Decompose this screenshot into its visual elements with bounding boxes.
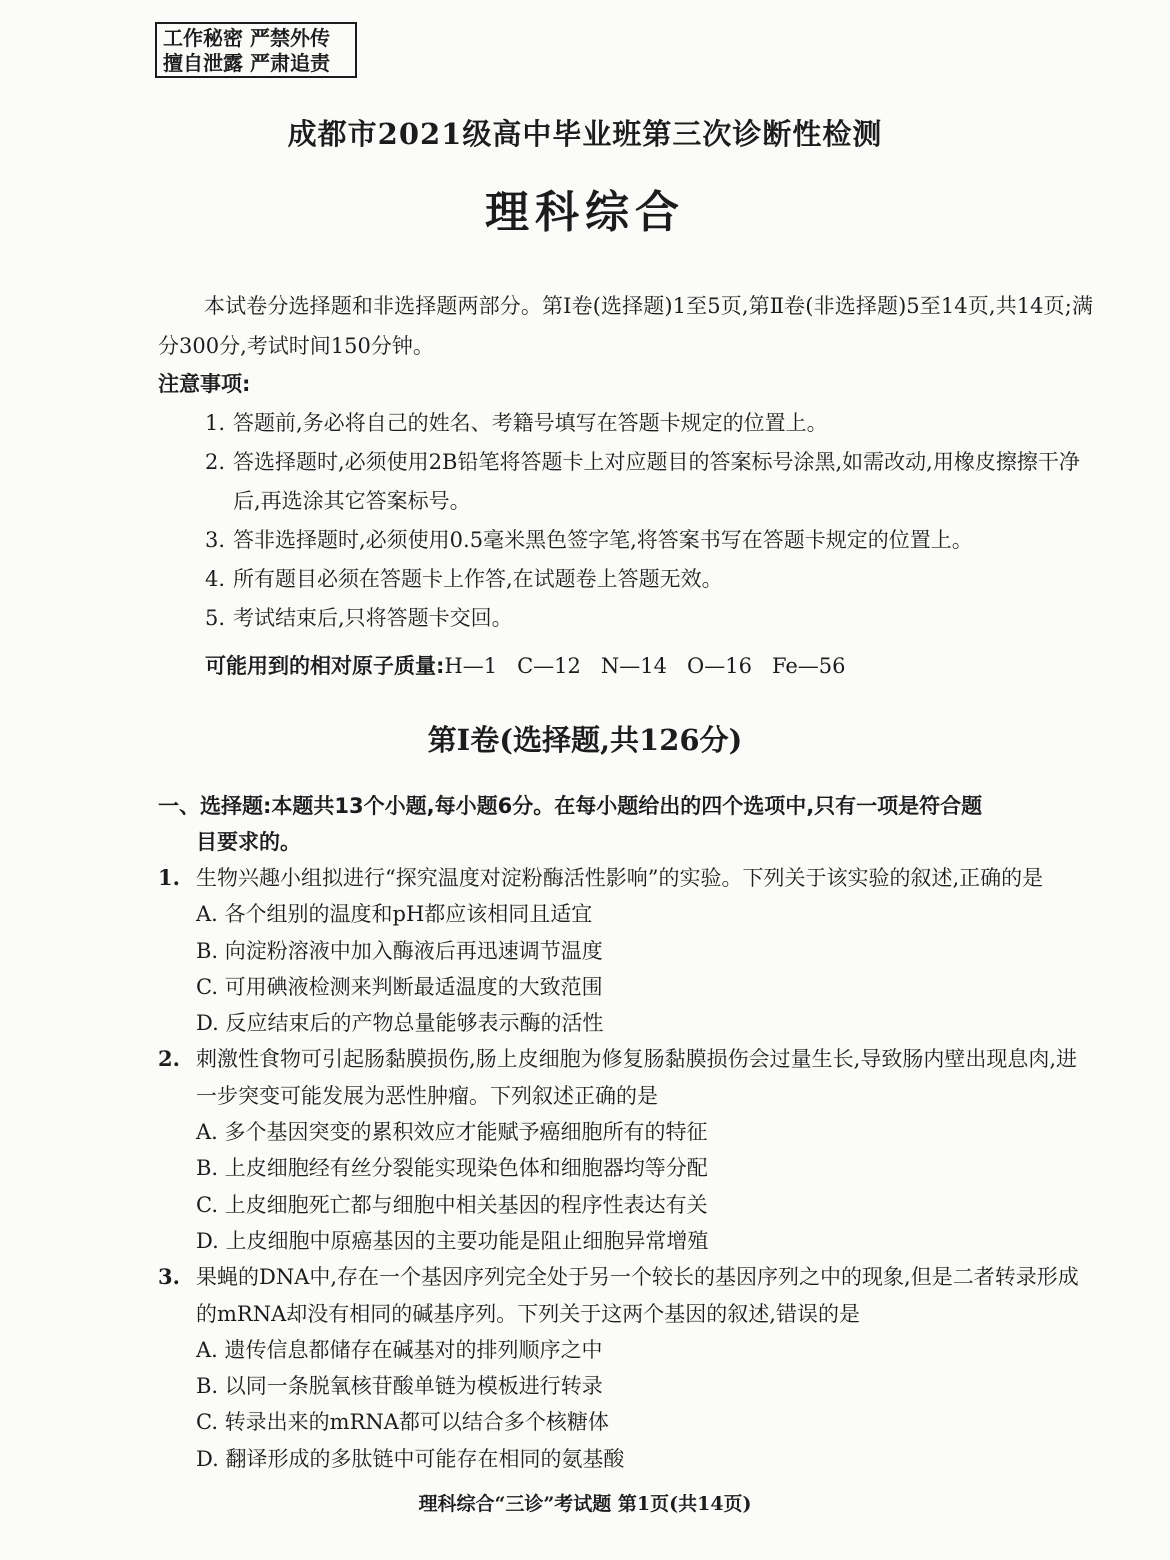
answer-option: B. 上皮细胞经有丝分裂能实现染色体和细胞器均等分配 [196,1156,708,1181]
exam-title: 成都市2021级高中毕业班第三次诊断性检测 [287,117,883,151]
notice-item [205,560,1095,599]
question [158,860,1093,1041]
atomic-mass-line [205,650,866,680]
notice-list [205,404,1095,638]
answer-option: C. 上皮细胞死亡都与细胞中相关基因的程序性表达有关 [196,1192,708,1217]
notice-item [205,599,1095,638]
page-footer: 理科综合“三诊”考试题 第1页(共14页) [418,1493,752,1515]
part-instructions-line-1: 一、选择题:本题共13个小题,每小题6分。在每小题给出的四个选项中,只有一项是符合题 [158,794,983,818]
question-number: 1. [158,865,180,890]
atomic-mass-item: N—14 [600,654,667,678]
question [158,1041,1093,1259]
atomic-mass-item: O—16 [687,654,752,678]
question-stem [158,860,1093,896]
notice-text: 答题前,务必将自己的姓名、考籍号填写在答题卡规定的位置上。 [233,411,828,435]
answer-option: B. 向淀粉溶液中加入酶液后再迅速调节温度 [196,938,603,963]
notice-heading: 注意事项: [158,372,251,396]
answer-option: A. 多个基因突变的累积效应才能赋予癌细胞所有的特征 [196,1120,708,1145]
question-number: 3. [158,1264,180,1290]
notice-text: 所有题目必须在答题卡上作答,在试题卷上答题无效。 [233,567,723,591]
atomic-mass-label: 可能用到的相对原子质量: [205,654,445,678]
stamp-line-1: 工作秘密 严禁外传 [163,26,330,50]
notice-text: 答非选择题时,必须使用0.5毫米黑色签字笔,将答案书写在答题卡规定的位置上。 [233,528,973,552]
question-list [158,860,1093,1477]
section-title: 第Ⅰ卷(选择题,共126分) [427,723,743,757]
atomic-mass-item: H—1 [444,654,498,678]
answer-option: A. 遗传信息都储存在碱基对的排列顺序之中 [196,1337,603,1362]
question-text: 果蝇的DNA中,存在一个基因序列完全处于另一个较长的基因序列之中的现象,但是二者转录形成的mRNA却没有相同的碱基序列。下列关于这两个基因的叙述,错误的是 [196,1265,1079,1326]
atomic-mass-item: Fe—56 [771,654,846,678]
atomic-mass-item: C—12 [517,654,581,678]
notice-item [205,443,1095,521]
question-stem [158,1041,1093,1114]
answer-option: C. 可用碘液检测来判断最适温度的大致范围 [196,974,603,999]
notice-number: 1. [205,411,226,435]
question-number: 2. [158,1046,180,1072]
question-text: 刺激性食物可引起肠黏膜损伤,肠上皮细胞为修复肠黏膜损伤会过量生长,导致肠内壁出现息肉,进一步突变可能发展为恶性肿瘤。下列叙述正确的是 [196,1047,1078,1108]
stamp-line-2: 擅自泄露 严肃追责 [163,51,330,75]
answer-option: B. 以同一条脱氧核苷酸单链为模板进行转录 [196,1374,603,1399]
question-text: 生物兴趣小组拟进行“探究温度对淀粉酶活性影响”的实验。下列关于该实验的叙述,正确的是 [196,866,1044,890]
part-instructions [158,788,1093,860]
notice-text: 答选择题时,必须使用2B铅笔将答题卡上对应题目的答案标号涂黑,如需改动,用橡皮擦擦干净后,再选涂其它答案标号。 [233,450,1080,513]
notice-item [205,521,1095,560]
answer-option: C. 转录出来的mRNA都可以结合多个核糖体 [196,1410,609,1435]
exam-intro: 本试卷分选择题和非选择题两部分。第Ⅰ卷(选择题)1至5页,第Ⅱ卷(非选择题)5至14页,共14页;满分300分,考试时间150分钟。 [158,294,1093,358]
notice-number: 5. [205,606,226,630]
answer-option: A. 各个组别的温度和pH都应该相同且适宜 [196,902,593,927]
part-instructions-line-2: 目要求的。 [196,830,301,854]
answer-option: D. 翻译形成的多肽链中可能存在相同的氨基酸 [196,1446,625,1471]
answer-option: D. 上皮细胞中原癌基因的主要功能是阻止细胞异常增殖 [196,1228,709,1253]
notice-number: 3. [205,528,226,552]
notice-item [205,404,1095,443]
subject-title: 理科综合 [485,187,685,238]
confidentiality-stamp [155,22,357,78]
question [158,1259,1093,1477]
question-stem [158,1259,1093,1332]
notice-number: 4. [205,567,226,591]
notice-text: 考试结束后,只将答题卡交回。 [233,606,513,630]
answer-option: D. 反应结束后的产物总量能够表示酶的活性 [196,1011,604,1036]
notice-number: 2. [205,450,226,474]
